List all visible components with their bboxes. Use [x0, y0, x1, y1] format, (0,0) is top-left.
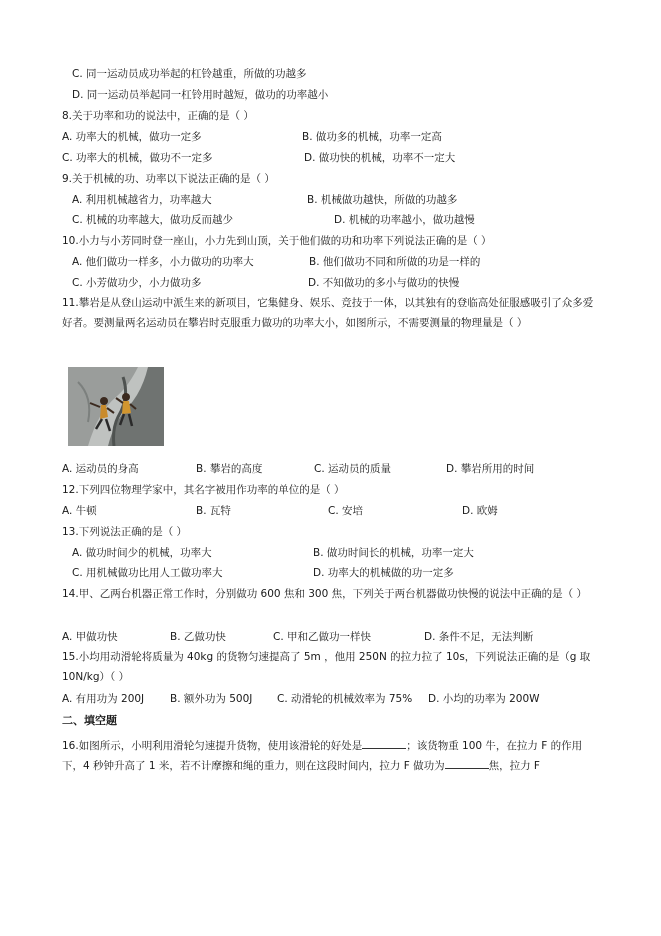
q10-option-a: A. 他们做功一样多，小力做功的功率大	[72, 256, 254, 268]
q16-blank-1[interactable]	[362, 736, 406, 749]
q15-option-b: B. 额外功为 500J	[170, 693, 253, 705]
q14-option-d: D. 条件不足，无法判断	[424, 631, 534, 643]
q12-option-a: A. 牛顿	[62, 505, 97, 517]
q9-option-d: D. 机械的功率越小，做功越慢	[334, 214, 475, 226]
q12-option-d: D. 欧姆	[462, 505, 498, 517]
q16-text-2: ；该货物重 100 牛，在拉力 F 的作用下，4 秒钟升高了 1 米，若不计摩擦和绳的重力，则在这段时间内，拉力 F 做功为	[62, 740, 583, 772]
q13-option-d: D. 功率大的机械做的功一定多	[313, 567, 454, 579]
section-title-fill-in: 二、填空题	[62, 714, 117, 727]
q14-stem: 14.甲、乙两台机器正常工作时，分别做功 600 焦和 300 焦，下列关于两台机器做功快慢的说法中正确的是（ ）	[62, 588, 587, 600]
q13-option-b: B. 做功时间长的机械，功率一定大	[313, 547, 474, 559]
q10-option-b: B. 他们做功不同和所做的功是一样的	[309, 256, 481, 268]
q9-option-c: C. 机械的功率越大，做功反而越少	[72, 214, 234, 226]
q8-option-c: C. 功率大的机械，做功不一定多	[62, 152, 213, 164]
q16-stem	[62, 736, 598, 776]
q9-option-b: B. 机械做功越快，所做的功越多	[307, 194, 458, 206]
q15-option-a: A. 有用功为 200J	[62, 693, 145, 705]
q11-option-d: D. 攀岩所用的时间	[446, 463, 535, 475]
q15-option-c: C. 动滑轮的机械效率为 75%	[277, 693, 413, 705]
q8-option-a: A. 功率大的机械，做功一定多	[62, 131, 202, 143]
q14-option-b: B. 乙做功快	[170, 631, 226, 643]
q11-option-b: B. 攀岩的高度	[196, 463, 263, 475]
q12-stem: 12.下列四位物理学家中，其名字被用作功率的单位的是（ ）	[62, 484, 345, 496]
q14-option-c: C. 甲和乙做功一样快	[273, 631, 372, 643]
q12-option-b: B. 瓦特	[196, 505, 231, 517]
q9-option-a: A. 利用机械越省力，功率越大	[72, 194, 212, 206]
q11-stem: 11.攀岩是从登山运动中派生来的新项目，它集健身、娱乐、竞技于一体，以其独有的登临高处征服感吸引了众多爱好者。要测量两名运动员在攀岩时克服重力做功的功率大小，如图所示，不需要测量的物理量是（ ）	[62, 297, 594, 329]
q16-text-1: 16.如图所示，小明利用滑轮匀速提升货物，使用该滑轮的好处是	[62, 740, 363, 752]
q11-option-a: A. 运动员的身高	[62, 463, 139, 475]
q10-stem: 10.小力与小芳同时登一座山，小力先到山顶，关于他们做的功和功率下列说法正确的是（ ）	[62, 235, 492, 247]
q7-option-d: D. 同一运动员举起同一杠铃用时越短，做功的功率越小	[72, 89, 329, 101]
q13-stem: 13.下列说法正确的是（ ）	[62, 526, 188, 538]
q8-option-d: D. 做功快的机械，功率不一定大	[304, 152, 456, 164]
q10-option-d: D. 不知做功的多小与做功的快慢	[308, 277, 460, 289]
rock-climbing-photo	[68, 367, 164, 446]
q13-option-c: C. 用机械做功比用人工做功率大	[72, 567, 223, 579]
q8-stem: 8.关于功率和功的说法中，正确的是（ ）	[62, 110, 254, 122]
q11-option-c: C. 运动员的质量	[314, 463, 392, 475]
q15-stem: 15.小均用动滑轮将质量为 40kg 的货物匀速提高了 5m ，他用 250N 的拉力拉了 10s，下列说法正确的是（g 取 10N/kg）（ ）	[62, 651, 591, 683]
q9-stem: 9.关于机械的功、功率以下说法正确的是（ ）	[62, 173, 275, 185]
q8-option-b: B. 做功多的机械，功率一定高	[302, 131, 442, 143]
q10-option-c: C. 小芳做功少，小力做功多	[72, 277, 202, 289]
q7-option-c: C. 同一运动员成功举起的杠铃越重，所做的功越多	[72, 68, 307, 80]
q16-text-3: 焦，拉力 F	[488, 760, 540, 772]
q13-option-a: A. 做功时间少的机械，功率大	[72, 547, 212, 559]
q14-option-a: A. 甲做功快	[62, 631, 118, 643]
q12-option-c: C. 安培	[328, 505, 364, 517]
q15-option-d: D. 小均的功率为 200W	[428, 693, 540, 705]
q16-blank-2[interactable]	[445, 756, 489, 769]
